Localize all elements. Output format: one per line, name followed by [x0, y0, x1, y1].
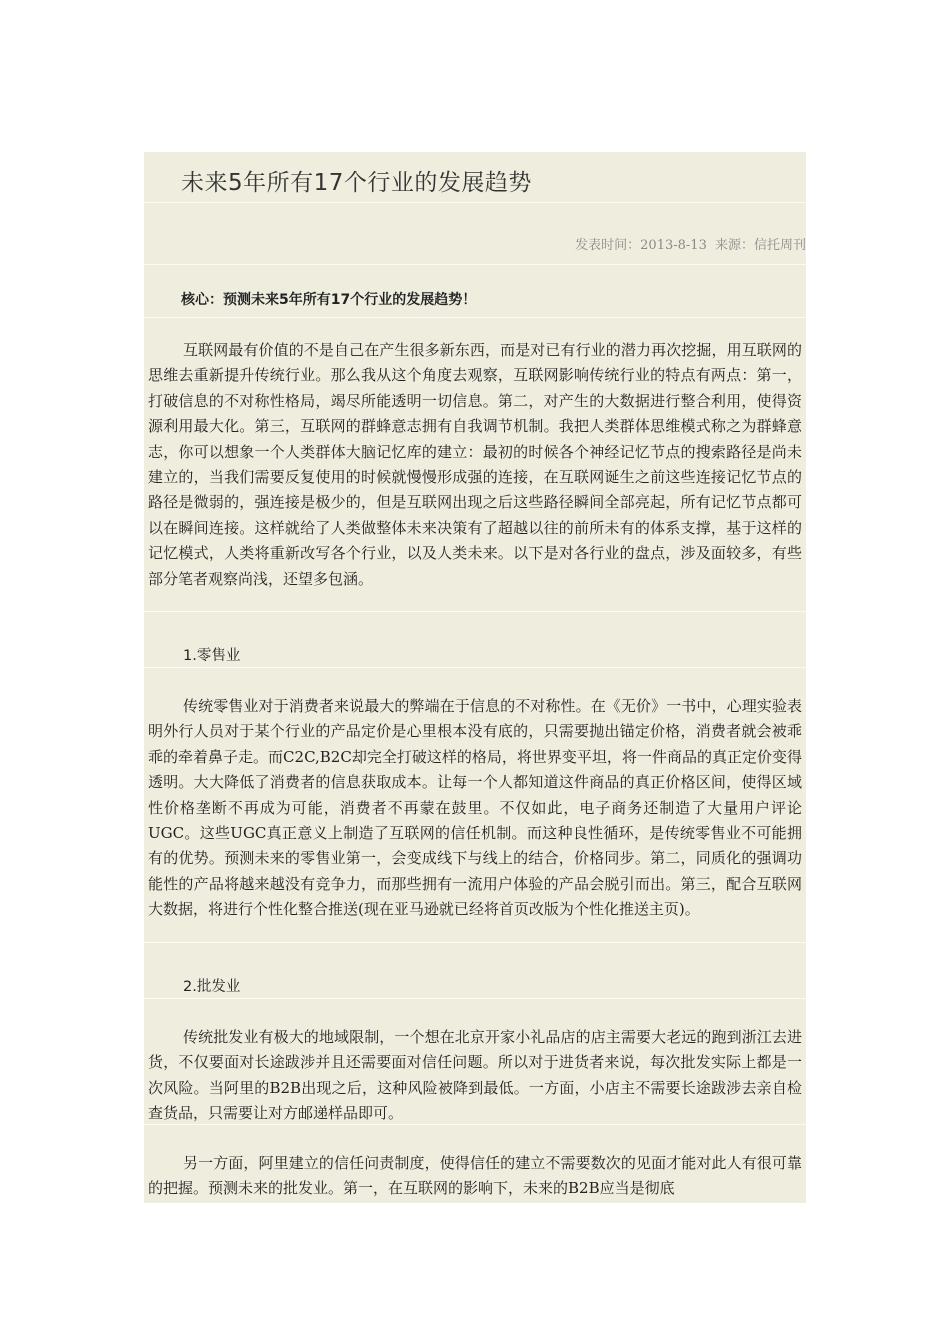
article-title: 未来5年所有17个行业的发展趋势 [181, 170, 532, 196]
row-divider [144, 942, 806, 943]
row-divider [144, 264, 806, 265]
wholesale-paragraph-1: 传统批发业有极大的地域限制，一个想在北京开家小礼品店的店主需要大老远的跑到浙江去进货，不仅要面对长途跋涉并且还需要面对信任问题。所以对于进货者来说，每次批发实际上都是一次风险。当阿里的B2B出现之后，这种风险被降到最低。一方面，小店主不需要长途跋涉去亲自检查货品，只需要让对方邮递样品即可。 [148, 1028, 802, 1123]
section-heading-retail: 1.零售业 [183, 648, 241, 664]
wholesale-paragraph-2: 另一方面，阿里建立的信任问责制度，使得信任的建立不需要数次的见面才能对此人有很可靠的把握。预测未来的批发业。第一，在互联网的影响下，未来的B2B应当是彻底 [148, 1154, 802, 1198]
retail-paragraph: 传统零售业对于消费者来说最大的弊端在于信息的不对称性。在《无价》一书中，心理实验表明外行人员对于某个行业的产品定价是心里根本没有底的，只需要抛出锚定价格，消费者就会被乖乖的牵着鼻子走。而C2C,B2C却完全打破这样的格局，将世界变平坦，将一件商品的真正定价变得透明。大大降低了消费者的信息获取成本。让每一个人都知道这件商品的真正价格区间，使得区域性价格垄断不再成为可能，消费者不再蒙在鼓里。不仅如此，电子商务还制造了大量用户评论UGC。这些UGC真正意义上制造了互联网的信任机制。而这种良性循环，是传统零售业不可能拥有的优势。预测未来的零售业第一，会变成线下与线上的结合，价格同步。第二，同质化的强调功能性的产品将越来越没有竞争力，而那些拥有一流用户体验的产品会脱引而出。第三，配合互联网大数据，将进行个性化整合推送(现在亚马逊就已经将首页改版为个性化推送主页)。 [148, 697, 802, 919]
row-divider [144, 317, 806, 318]
publish-time: 发表时间：2013-8-13 [575, 238, 707, 253]
row-divider [144, 998, 806, 999]
section-heading-wholesale: 2.批发业 [183, 979, 241, 995]
article-meta [571, 234, 806, 253]
article-panel [144, 152, 806, 1203]
core-summary: 核心：预测未来5年所有17个行业的发展趋势！ [181, 292, 477, 308]
row-divider [144, 667, 806, 668]
article-source: 来源：信托周刊 [714, 238, 806, 253]
row-divider [144, 202, 806, 203]
intro-paragraph: 互联网最有价值的不是自己在产生很多新东西，而是对已有行业的潜力再次挖掘，用互联网的思维去重新提升传统行业。那么我从这个角度去观察，互联网影响传统行业的特点有两点：第一，打破信息的不对称性格局，竭尽所能透明一切信息。第二，对产生的大数据进行整合利用，使得资源利用最大化。第三，互联网的群蜂意志拥有自我调节机制。我把人类群体思维模式称之为群蜂意志，你可以想象一个人类群体大脑记忆库的建立：最初的时候各个神经记忆节点的搜索路径是尚未建立的，当我们需要反复使用的时候就慢慢形成强的连接，在互联网诞生之前这些连接记忆节点的路径是微弱的，强连接是极少的，但是互联网出现之后这些路径瞬间全部亮起，所有记忆节点都可以在瞬间连接。这样就给了人类做整体未来决策有了超越以往的前所未有的体系支撑，基于这样的记忆模式，人类将重新改写各个行业，以及人类未来。以下是对各行业的盘点，涉及面较多，有些部分笔者观察尚浅，还望多包涵。 [148, 341, 802, 588]
row-divider [144, 611, 806, 612]
